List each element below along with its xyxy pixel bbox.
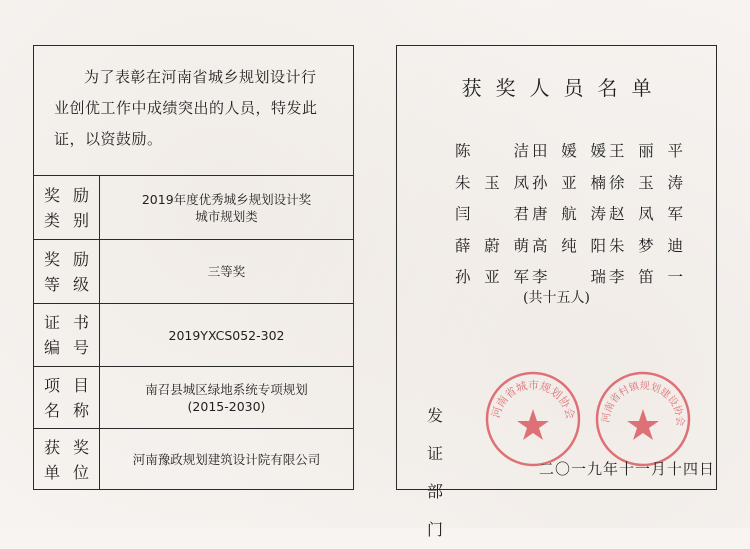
certificate-left-panel <box>33 45 354 490</box>
intro-line: 为了表彰在河南省城乡规划设计行 <box>84 68 317 86</box>
winner-name: 陈 洁 <box>455 142 529 160</box>
winners-panel <box>396 45 717 539</box>
certificate-number-label <box>34 304 103 366</box>
winner-names <box>455 139 705 297</box>
intro-line: 业创优工作中成绩突出的人员，特发此 <box>54 99 318 117</box>
certificate-intro <box>34 46 353 176</box>
label-line: 项目 <box>44 375 103 395</box>
winner-name: 孙 亚 军 <box>455 268 529 286</box>
issuer-label-line: 部门 <box>427 482 444 539</box>
winner-name: 田 媛 媛 <box>532 142 606 160</box>
label-line: 证书 <box>44 313 103 332</box>
award-category-row <box>34 176 353 240</box>
label-line: 名称 <box>44 400 103 420</box>
winner-name: 高 纯 阳 <box>532 236 606 255</box>
award-unit-row <box>34 429 353 490</box>
winner-name: 李 笛 一 <box>609 268 683 286</box>
issuer-label-line: 发证 <box>427 406 444 463</box>
issue-date: 二〇一九年十一月十四日 <box>539 460 716 478</box>
issuer-label <box>427 397 457 549</box>
winner-name: 闫 君 <box>455 205 529 223</box>
winner-name: 赵 凤 军 <box>609 205 683 223</box>
certificate-number-value <box>100 304 353 366</box>
winner-count: (共十五人) <box>523 290 590 306</box>
label-line: 等级 <box>44 274 103 294</box>
intro-line: 证，以资鼓励。 <box>54 130 163 148</box>
award-category-value <box>100 176 353 239</box>
winners-title: 获奖人员名单 <box>461 76 666 100</box>
value-line: 2019YXCS052-302 <box>168 327 285 343</box>
winner-row <box>455 139 705 171</box>
value-line: (2015-2030) <box>187 398 266 414</box>
label-line: 获奖 <box>44 437 103 457</box>
star-icon <box>627 409 659 440</box>
winner-name: 唐 航 涛 <box>532 205 606 223</box>
winner-row <box>455 234 705 266</box>
winner-name: 朱 玉 凤 <box>455 173 529 192</box>
value-line: 河南豫政规划建筑设计院有限公司 <box>132 452 321 467</box>
label-line: 类别 <box>44 210 103 230</box>
seal-village-planning-association <box>593 369 693 469</box>
value-line: 三等奖 <box>207 264 246 279</box>
winner-row <box>455 171 705 203</box>
project-name-value <box>100 367 353 428</box>
value-line: 2019年度优秀城乡规划设计奖 <box>141 191 312 207</box>
award-unit-label <box>34 429 103 490</box>
seal-city-planning-association <box>483 369 583 469</box>
award-category-label <box>34 176 103 239</box>
star-icon <box>517 409 549 440</box>
label-line: 奖励 <box>44 249 103 269</box>
winner-name: 李 瑞 <box>532 268 606 286</box>
value-line: 城市规划类 <box>195 208 258 224</box>
label-line: 奖励 <box>44 185 103 205</box>
award-unit-value <box>100 429 353 490</box>
winner-name: 孙 亚 楠 <box>532 173 606 192</box>
winner-row <box>455 202 705 234</box>
project-name-label <box>34 367 103 428</box>
label-line: 单位 <box>44 462 103 482</box>
winner-name: 徐 玉 涛 <box>609 173 683 192</box>
label-line: 编号 <box>44 338 103 357</box>
winner-name: 薛 蔚 萌 <box>455 236 529 255</box>
certificate-number-row <box>34 304 353 367</box>
project-name-row <box>34 367 353 429</box>
award-level-value <box>100 240 353 303</box>
winner-name: 朱 梦 迪 <box>609 236 683 255</box>
award-level-row <box>34 240 353 304</box>
winner-name: 王 丽 平 <box>609 142 683 160</box>
seal-text: 河南省城市规划协会 <box>489 378 577 421</box>
seal-text: 河南省村镇规划建设协会 <box>600 380 686 427</box>
value-line: 南召县城区绿地系统专项规划 <box>145 381 308 397</box>
award-level-label <box>34 240 103 303</box>
